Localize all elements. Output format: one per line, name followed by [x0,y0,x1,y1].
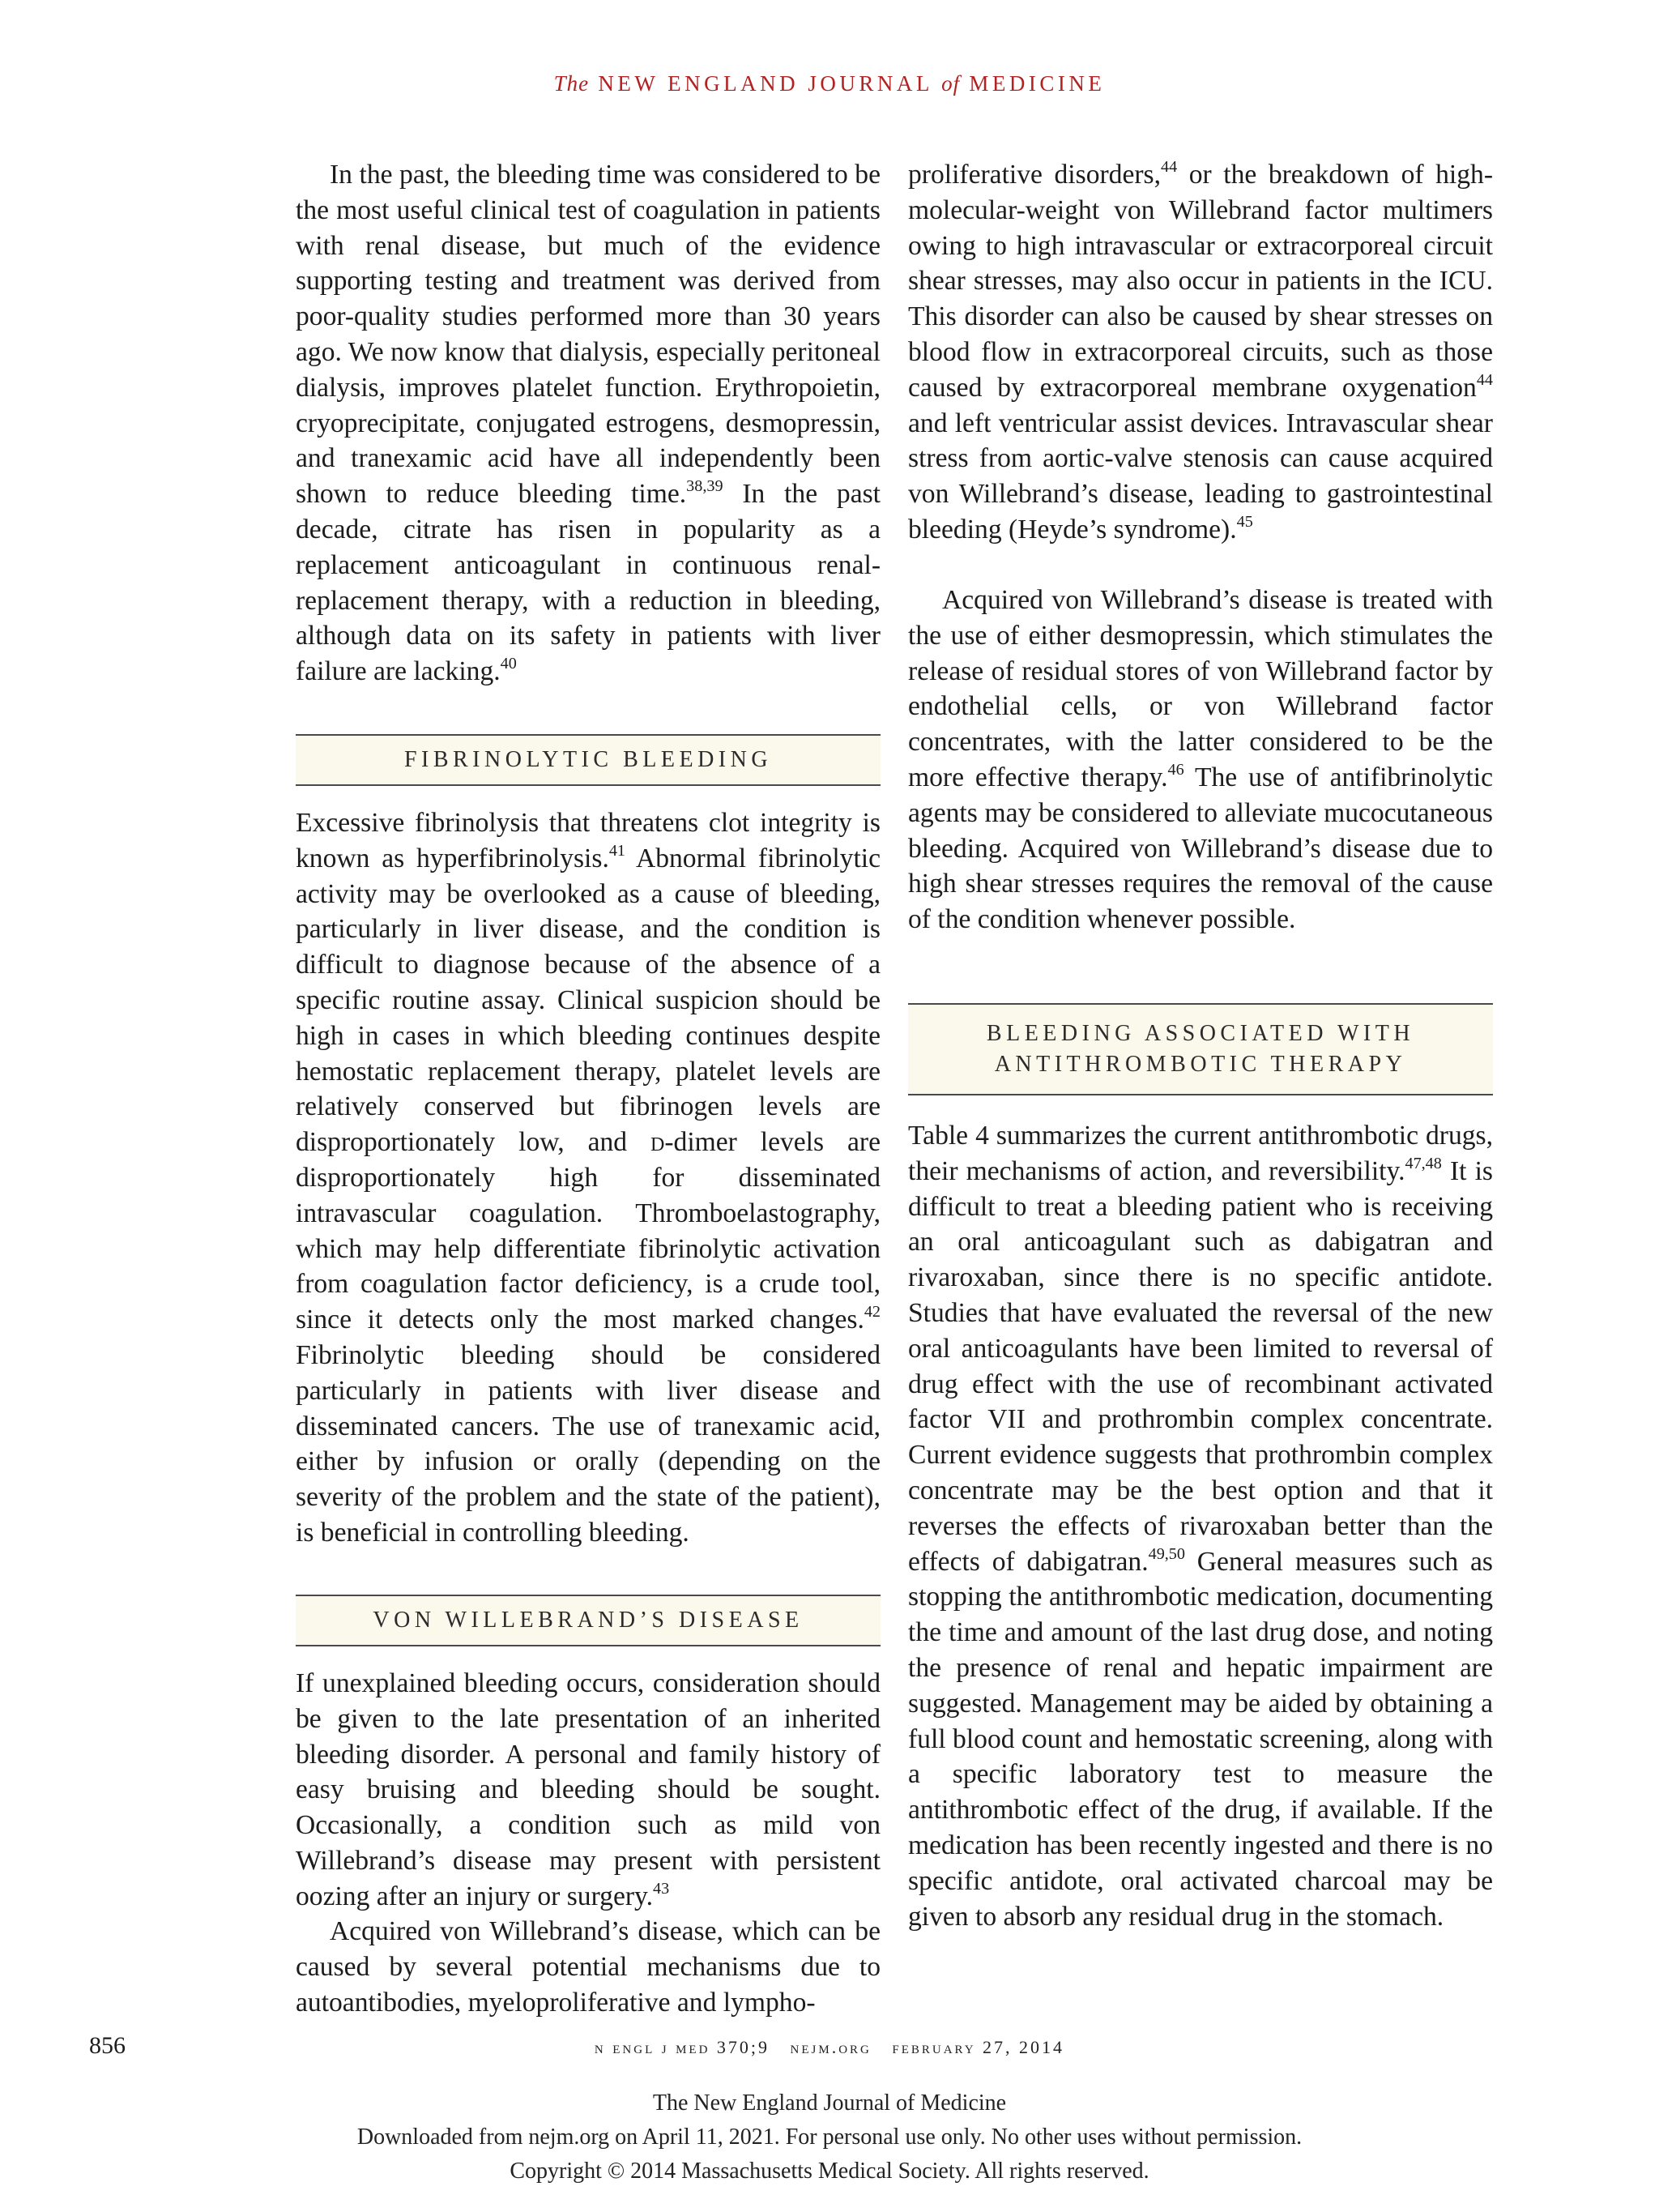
section-heading-vwd [296,1595,881,1646]
reference-superscript: 44 [1476,370,1493,389]
para-text: In the past, the bleeding time was considered to be the most useful clinical test of coagulation in patients with renal disease, but much of the evidence supporting testing and treatment was derived from poor-quality studies performed more than 30 years ago. We now know that dialysis, especially peritoneal dialysis, improves platelet function. Erythropoietin, cryoprecipitate, conjugated estrogens, desmopressin, and tranexamic acid have all independently been shown to reduce bleeding time. [296,160,881,510]
section-heading-text-line2: ANTITHROMBOTIC THERAPY [994,1052,1407,1077]
para-text: -dimer levels are disproportionately high for disseminated intravascular coagulation. Thromboelastography, which may help differentiate fibrinolytic activation from coagulation factor deficiency, is a crude tool, since it detects only the most marked changes. [296,1127,881,1335]
reference-superscript: 40 [500,655,517,673]
paragraph-vwd-acquired [296,1914,881,2020]
journal-the: The [553,71,590,96]
para-text: Abnormal fibrinolytic activity may be overlooked as a cause of bleeding, particularly in liver disease, and the condition is difficult to diagnose because of the absence of a specific routine assay. Clinical suspicion should be high in cases in which bleeding continues despite hemostatic replacement therapy, platelet levels are relatively conserved but fibrinogen levels are disproportionately low, and [296,843,881,1158]
reference-superscript: 38,39 [686,477,723,496]
para-text: proliferative disorders, [908,160,1161,190]
reference-superscript: 42 [864,1303,881,1322]
para-text: or the breakdown of high-molecular-weight von Willebrand factor multimers owing to high intravascular or extracorporeal circuit shear stresses, may also occur in patients in the ICU. This disorder can also be caused by shear stresses on blood flow in extracorporeal circuits, such as those caused by extracorporeal membrane oxygenation [908,160,1494,403]
reference-superscript: 49,50 [1148,1544,1185,1563]
paragraph-vwd-continued [908,157,1493,548]
para-text: The use of antifibrinolytic agents may be considered to alleviate mucocutaneous bleeding. Acquired von Willebrand’s disease due to high shear stresses requires the removal of the cause of the condition whenever possible. [908,762,1494,935]
para-text: If unexplained bleeding occurs, consideration should be given to the late presentation of an inherited bleeding disorder. A personal and family history of easy bruising and bleeding should be sought. Occasionally, a condition such as mild von Willebrand’s disease may present with persistent oozing after an injury or surgery. [296,1668,881,1911]
reference-superscript: 45 [1236,512,1253,531]
reference-superscript: 44 [1161,157,1178,176]
reference-superscript: 41 [608,841,625,860]
para-text: General measures such as stopping the antithrombotic medication, documenting the time and amount of the last drug dose, and noting the presence of renal and hepatic impairment are suggested. Management may be aided by obtaining a full blood count and hemostatic screening, along with a specific laboratory test to measure the antithrombotic effect of the drug, if available. If the medication has been recently ingested and there is no specific antidote, oral activated charcoal may be given to absorb any residual drug in the stomach. [908,1546,1494,1932]
copyright-notice: Copyright © 2014 Massachusetts Medical Society. All rights reserved. [510,2159,1149,2184]
reference-superscript: 43 [653,1879,670,1898]
page-number: 856 [89,2032,126,2059]
paragraph-fibrinolytic [296,805,881,1551]
journal-title-part1: NEW ENGLAND JOURNAL [598,71,932,96]
download-journal-name: The New England Journal of Medicine [652,2090,1007,2116]
paragraph-antithrombotic [908,1118,1493,1934]
running-head [0,71,1659,96]
para-text: Acquired von Willebrand’s disease is treated with the use of either desmopressin, which stimulates the release of residual stores of von Willebrand factor by endothelial cells, or von Willebrand factor concentrates, with the latter considered to be the more effective therapy. [908,585,1493,792]
paragraph-vwd-treatment [908,583,1493,937]
paragraph-vwd-inherited [296,1666,881,1915]
reference-superscript: 46 [1167,760,1184,779]
footer-citation: n engl j med 370;9 nejm.org february 27, 2014 [594,2037,1065,2057]
right-column [908,157,1493,2013]
journal-title-part2: MEDICINE [969,71,1106,96]
para-text: Table 4 summarizes the current antithrombotic drugs, their mechanisms of action, and reversibility. [908,1121,1493,1186]
section-heading-text: FIBRINOLYTIC BLEEDING [403,747,773,772]
para-text: and left ventricular assist devices. Intravascular shear stress from aortic-valve stenosis can cause acquired von Willebrand’s disease, leading to gastrointestinal bleeding (Heyde’s syndrome). [908,408,1493,544]
reference-superscript: 47,48 [1405,1154,1442,1172]
para-text: Excessive fibrinolysis that threatens clot integrity is known as hyperfibrinolysis. [296,808,881,873]
journal-of: of [941,71,961,96]
section-heading-text: VON WILLEBRAND’S DISEASE [373,1608,804,1633]
left-column [296,157,881,2018]
download-notice: Downloaded from nejm.org on April 11, 2021. For personal use only. No other uses without permission. [356,2124,1303,2150]
para-text: Acquired von Willebrand’s disease, which can be caused by several potential mechanisms due to autoantibodies, myeloproliferative and lympho- [296,1916,881,2018]
section-heading-antithrombotic [908,1003,1493,1095]
section-heading-text-line1: BLEEDING ASSOCIATED WITH [986,1021,1415,1046]
small-caps-d: d [650,1127,665,1158]
paragraph-bleeding-time [296,157,881,690]
section-heading-fibrinolytic [296,734,881,786]
para-text: In the past decade, citrate has risen in popularity as a replacement anticoagulant in continuous renal-replacement therapy, with a reduction in bleeding, although data on its safety in patients with liver failure are lacking. [296,479,881,687]
para-text: It is difficult to treat a bleeding patient who is receiving an oral anticoagulant such as dabigatran and rivaroxaban, since there is no specific antidote. Studies that have evaluated the reversal of the new oral anticoagulants have been limited to reversal of drug effect with the use of recombinant activated factor VII and prothrombin complex concentrate. Current evidence suggests that prothrombin complex concentrate may be the best option and that it reverses the effects of rivaroxaban better than the effects of dabigatran. [908,1155,1493,1577]
para-text: Fibrinolytic bleeding should be considered particularly in patients with liver disease and disseminated cancers. The use of tranexamic acid, either by infusion or orally (depending on the severity of the problem and the state of the patient), is beneficial in controlling bleeding. [296,1339,881,1548]
